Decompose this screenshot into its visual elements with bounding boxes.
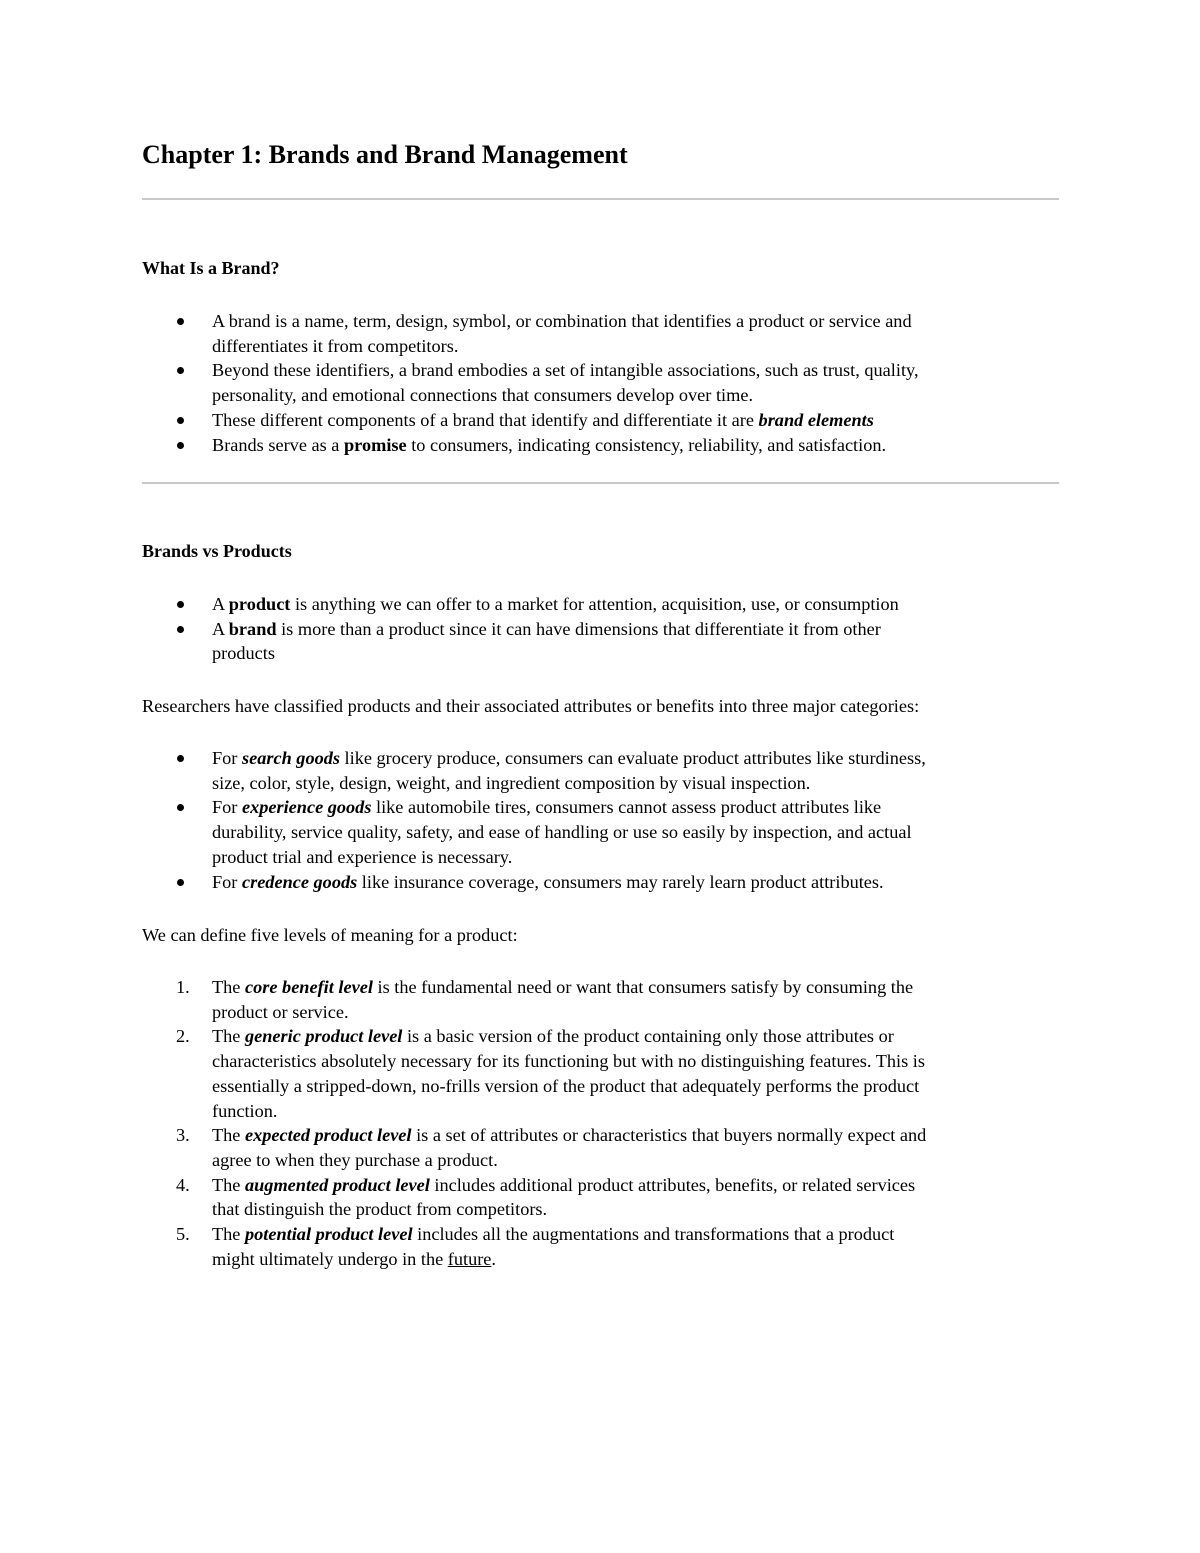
bullet-icon bbox=[177, 804, 184, 811]
term-core-benefit-level: core benefit level bbox=[245, 977, 373, 997]
list-number: 5. bbox=[176, 1224, 190, 1245]
list-item: These different components of a brand that identify and differentiate it are brand elements bbox=[142, 408, 1059, 433]
bullet-icon bbox=[177, 601, 184, 608]
list-item: A product is anything we can offer to a market for attention, acquisition, use, or consumption bbox=[142, 592, 1059, 617]
term-potential-product-level: potential product level bbox=[245, 1224, 413, 1245]
paragraph: Researchers have classified products and their associated attributes or benefits into three major categories: bbox=[142, 696, 920, 716]
term-experience-goods: experience goods bbox=[241, 797, 372, 818]
list-item: For search goods like grocery produce, consumers can evaluate product attributes like sturdiness, size, color, style, design, weight, and ingredient composition by visual inspection. bbox=[142, 746, 1059, 795]
list-item: A brand is more than a product since it can have dimensions that differentiate it from other products bbox=[142, 617, 1059, 666]
future-link[interactable]: future bbox=[447, 1248, 492, 1269]
bullet-icon bbox=[177, 417, 184, 424]
list-item: 5. The potential product level includes all the augmentations and transformations that a product might ultimately undergo in the future. bbox=[176, 1224, 895, 1269]
list-number: 2. bbox=[176, 1026, 190, 1047]
list-item: For credence goods like insurance coverage, consumers may rarely learn product attributes. bbox=[142, 870, 1059, 895]
list-item: 4. The augmented product level includes additional product attributes, benefits, or related services that distinguish the product from competitors. bbox=[176, 1174, 916, 1220]
list-number: 4. bbox=[176, 1174, 190, 1195]
section-heading-brands-vs-products: Brands vs Products bbox=[142, 541, 292, 561]
term-credence-goods: credence goods bbox=[241, 871, 358, 892]
bullet-icon bbox=[177, 879, 184, 886]
list-item: 3. The expected product level is a set of attributes or characteristics that buyers normally expect and agree to when they purchase a product. bbox=[176, 1125, 927, 1170]
brand-vs-product-list bbox=[142, 592, 1059, 666]
list-number: 3. bbox=[176, 1125, 190, 1146]
divider bbox=[142, 482, 1059, 484]
paragraph: We can define five levels of meaning for a product: bbox=[142, 925, 518, 945]
section-heading-what-is-a-brand: What Is a Brand? bbox=[142, 258, 280, 278]
page-title: Chapter 1: Brands and Brand Management bbox=[142, 140, 628, 169]
bullet-icon bbox=[177, 318, 184, 325]
list-item: 2. The generic product level is a basic version of the product containing only those attributes or characteristics absolutely necessary for its functioning but with no distinguishing features. This is essentially a stripped-down, no-frills version of the product that adequately performs the product function. bbox=[176, 1026, 925, 1121]
list-item: Beyond these identifiers, a brand embodies a set of intangible associations, such as trust, quality, personality, and emotional connections that consumers develop over time. bbox=[142, 358, 1059, 407]
term-expected-product-level: expected product level bbox=[245, 1125, 412, 1146]
divider bbox=[142, 198, 1059, 200]
list-item: For experience goods like automobile tires, consumers cannot assess product attributes like durability, service quality, safety, and ease of handling or use so easily by inspection, and actual product trial and experience is necessary. bbox=[142, 795, 1059, 869]
brand-definition-list bbox=[142, 309, 1059, 457]
term-promise: promise bbox=[344, 434, 407, 455]
list-item: Brands serve as a promise to consumers, indicating consistency, reliability, and satisfaction. bbox=[142, 433, 1059, 458]
term-augmented-product-level: augmented product level bbox=[245, 1174, 430, 1195]
bullet-icon bbox=[177, 442, 184, 449]
bullet-icon bbox=[177, 626, 184, 633]
list-number: 1. bbox=[176, 977, 190, 997]
term-generic-product-level: generic product level bbox=[245, 1026, 403, 1047]
bullet-icon bbox=[177, 367, 184, 374]
list-item: 1. The core benefit level is the fundamental need or want that consumers satisfy by consuming the product or service. bbox=[176, 977, 914, 1022]
product-levels-list bbox=[142, 975, 1059, 1271]
term-search-goods: search goods bbox=[241, 748, 340, 768]
goods-categories-list bbox=[142, 746, 1059, 894]
bullet-icon bbox=[177, 755, 184, 762]
term-brand-elements: brand elements bbox=[758, 409, 874, 430]
term-product: product bbox=[228, 594, 291, 614]
term-brand: brand bbox=[228, 618, 277, 639]
list-item: A brand is a name, term, design, symbol, or combination that identifies a product or service and differentiates it from competitors. bbox=[142, 309, 1059, 358]
